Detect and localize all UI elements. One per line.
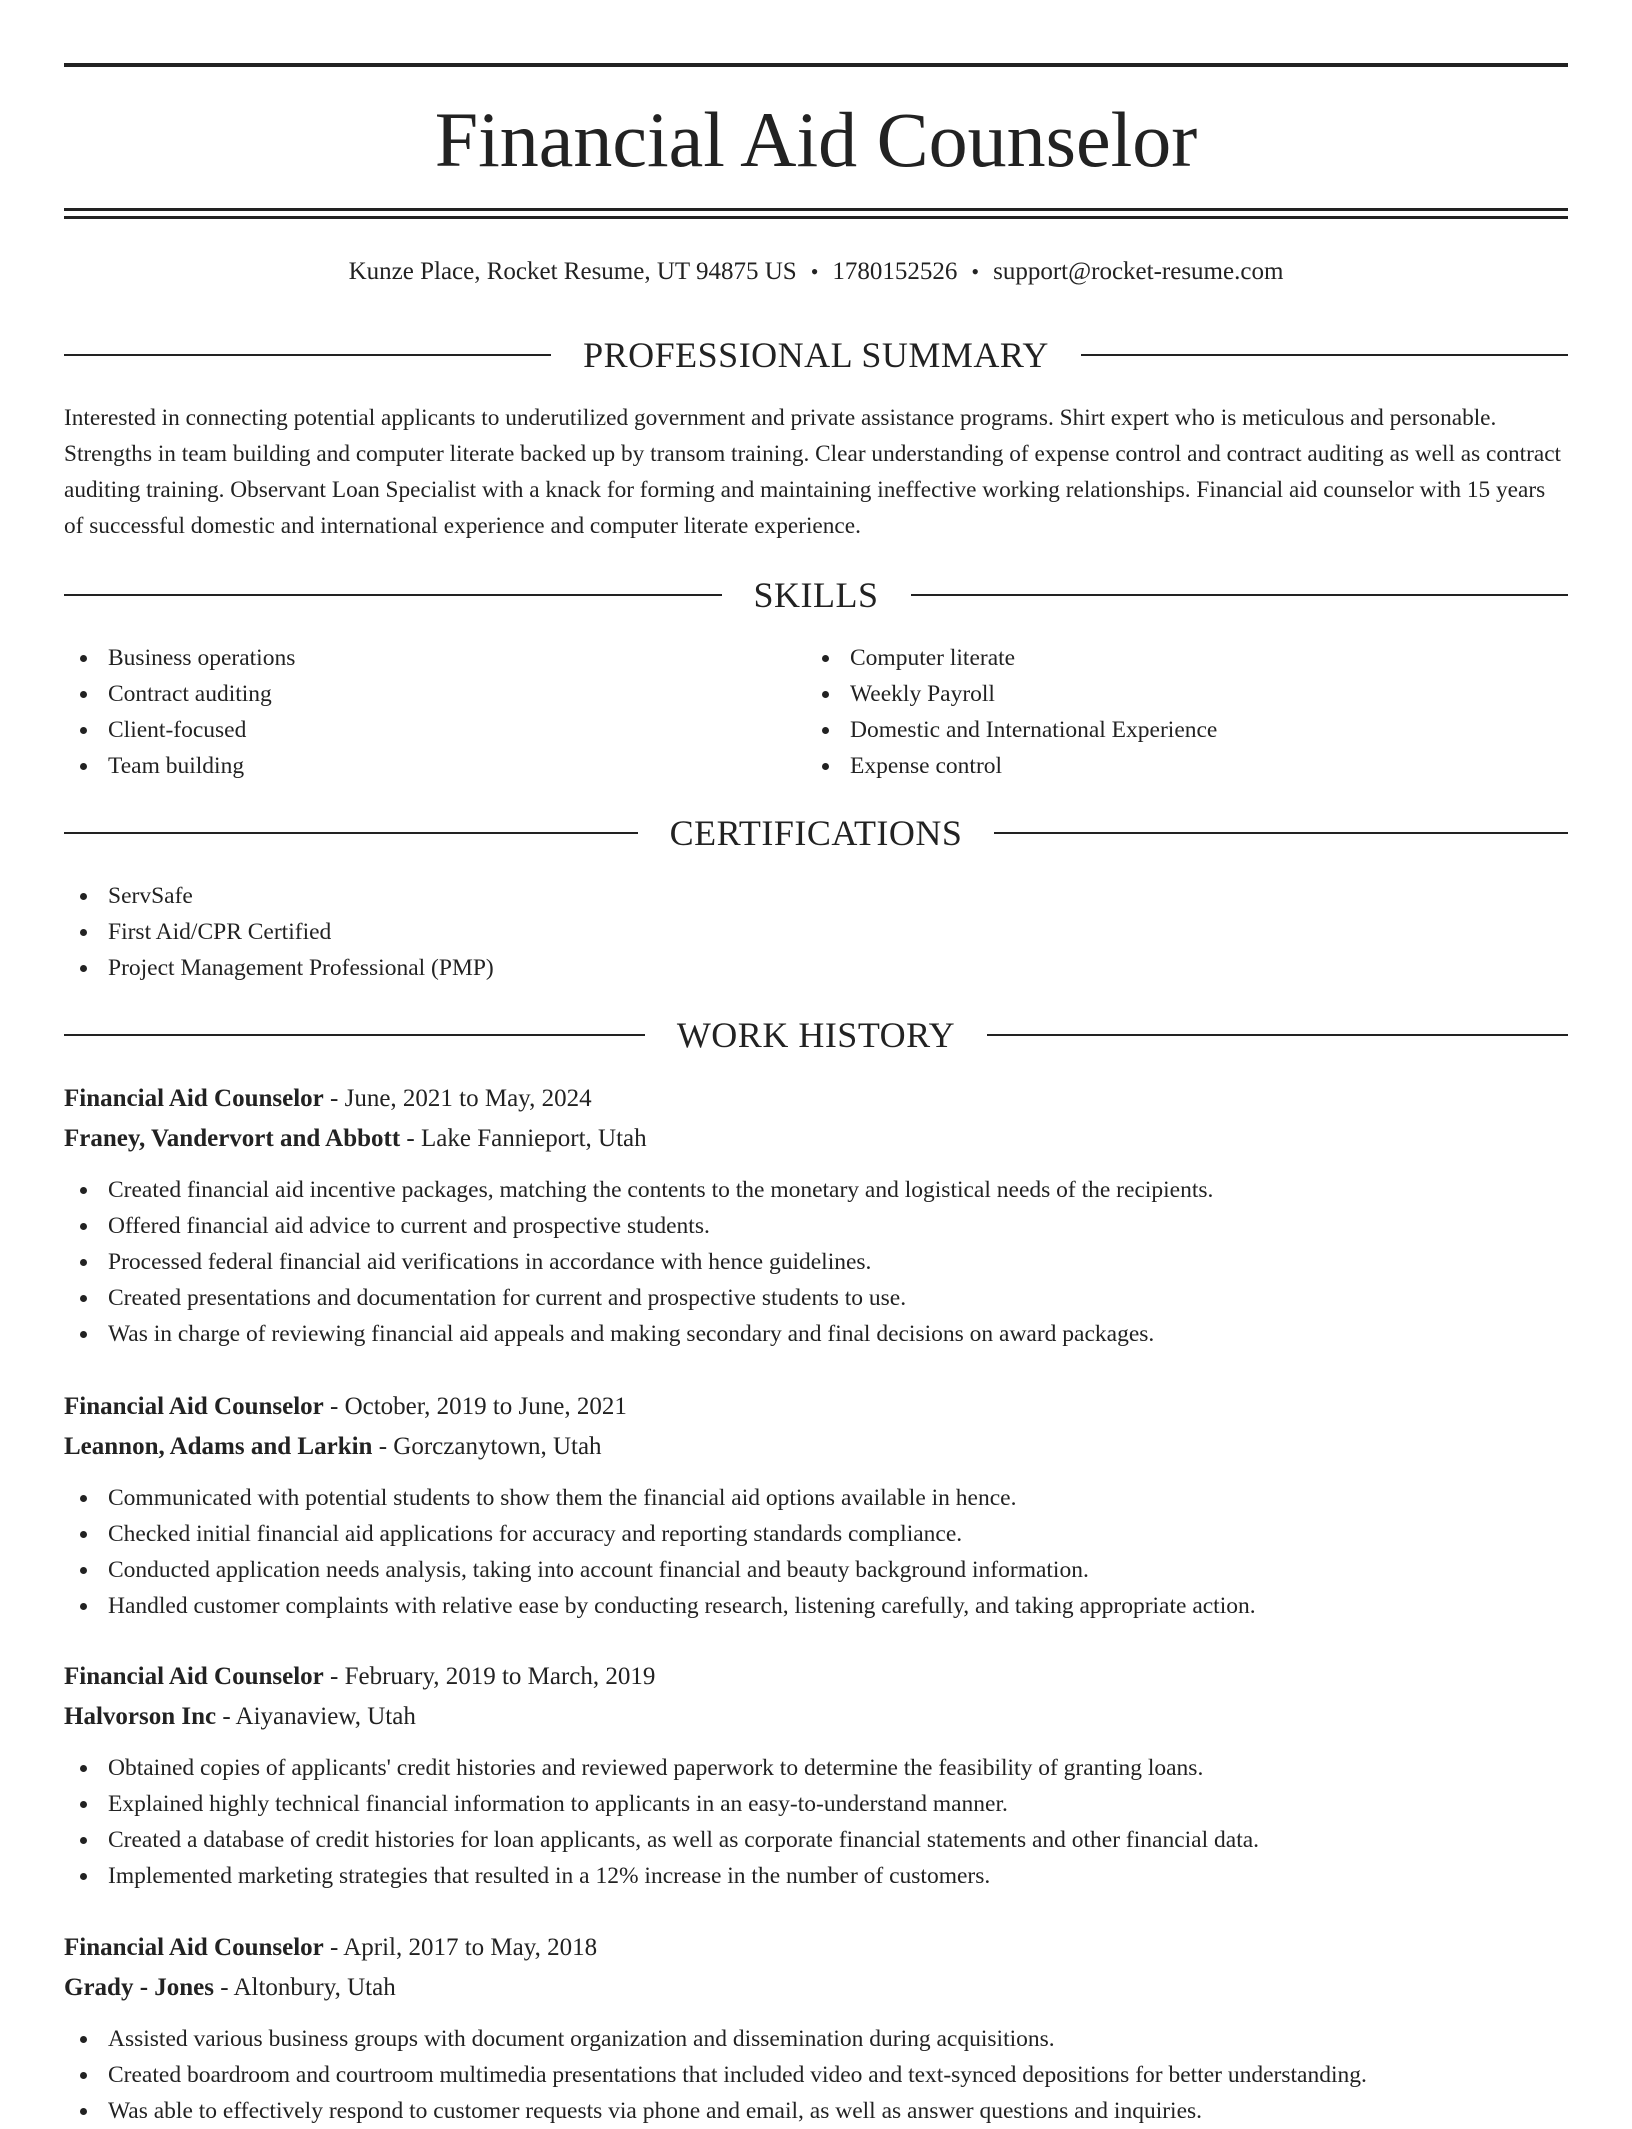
section-rule [1081, 354, 1568, 356]
summary-text: Interested in connecting potential applicants to underutilized government and private assistance programs. Shirt expert who is meticulous and personable. Strengths in team building and computer literate backed up by transom training. Clear understanding of expense control and contract auditing as well as contract auditing training. Observant Loan Specialist with a knack for forming and maintaining ineffective working relationships. Financial aid counselor with 15 years of successful domestic and international experience and computer literate experience. [64, 405, 1562, 539]
job-title: Financial Aid Counselor [64, 1663, 324, 1690]
section-heading-work-history [64, 1013, 1568, 1057]
job-entry [64, 1658, 1568, 1894]
job-location: - Aiyanaview, Utah [216, 1703, 416, 1730]
job-company-line [64, 1969, 1568, 2007]
skill-item: Expense control [806, 748, 1546, 784]
section-title: PROFESSIONAL SUMMARY [583, 335, 1049, 375]
job-bullet: Created a database of credit histories for loan applicants, as well as corporate financial statements and other financial data. [64, 1822, 1568, 1858]
job-title: Financial Aid Counselor [64, 1085, 324, 1112]
contact-separator: • [810, 259, 819, 284]
job-bullet: Implemented marketing strategies that resulted in a 12% increase in the number of customers. [64, 1858, 1568, 1894]
skills-list-left [64, 640, 804, 784]
job-bullets [64, 2021, 1568, 2129]
job-bullet: Handled customer complaints with relative ease by conducting research, listening carefully, and taking appropriate action. [64, 1588, 1568, 1624]
section-rule [64, 832, 638, 834]
job-bullet: Created presentations and documentation for current and prospective students to use. [64, 1280, 1568, 1316]
job-dates: - April, 2017 to May, 2018 [323, 1934, 598, 1961]
section-rule [64, 1034, 645, 1036]
job-company: Halvorson Inc [64, 1703, 217, 1730]
job-bullet: Created financial aid incentive packages, matching the contents to the monetary and logistical needs of the recipients. [64, 1172, 1568, 1208]
job-entry [64, 1080, 1568, 1352]
section-rule [994, 832, 1568, 834]
job-entry [64, 1388, 1568, 1624]
job-entry [64, 1929, 1568, 2129]
section-heading-summary [64, 333, 1568, 377]
job-location: - Lake Fannieport, Utah [400, 1125, 647, 1152]
job-title-line [64, 1658, 1568, 1696]
resume-title: Financial Aid Counselor [434, 96, 1198, 183]
section-rule [64, 594, 722, 596]
job-bullets [64, 1480, 1568, 1624]
job-title-line [64, 1929, 1568, 1967]
job-bullet: Explained highly technical financial information to applicants in an easy-to-understand manner. [64, 1786, 1568, 1822]
skill-item: Business operations [64, 640, 804, 676]
skill-item: Client-focused [64, 712, 804, 748]
header-bottom-rule-inner [64, 216, 1568, 219]
header-top-rule [64, 63, 1568, 67]
header-bottom-rule [64, 208, 1568, 211]
section-heading-certifications [64, 811, 1568, 855]
job-bullet: Offered financial aid advice to current and prospective students. [64, 1208, 1568, 1244]
job-bullets [64, 1172, 1568, 1352]
job-bullet: Processed federal financial aid verifications in accordance with hence guidelines. [64, 1244, 1568, 1280]
job-title-line [64, 1080, 1568, 1118]
job-bullet: Conducted application needs analysis, taking into account financial and beauty background information. [64, 1552, 1568, 1588]
contact-email: support@rocket-resume.com [993, 258, 1284, 285]
certification-item: ServSafe [64, 878, 1568, 914]
job-company-line [64, 1428, 1568, 1466]
job-bullet: Assisted various business groups with document organization and dissemination during acquisitions. [64, 2021, 1568, 2057]
certification-item: First Aid/CPR Certified [64, 914, 1568, 950]
contact-phone: 1780152526 [832, 258, 958, 285]
skills-list-right [806, 640, 1546, 784]
job-location: - Altonbury, Utah [214, 1974, 396, 2001]
section-title: WORK HISTORY [676, 1015, 956, 1055]
job-bullet: Checked initial financial aid applications for accuracy and reporting standards compliance. [64, 1516, 1568, 1552]
skill-item: Domestic and International Experience [806, 712, 1546, 748]
job-title-line [64, 1388, 1568, 1426]
job-dates: - June, 2021 to May, 2024 [323, 1085, 592, 1112]
job-bullet: Obtained copies of applicants' credit histories and reviewed paperwork to determine the feasibility of granting loans. [64, 1750, 1568, 1786]
skill-item: Weekly Payroll [806, 676, 1546, 712]
job-company: Leannon, Adams and Larkin [64, 1433, 373, 1460]
certification-item: Project Management Professional (PMP) [64, 950, 1568, 986]
job-bullet: Communicated with potential students to show them the financial aid options available in hence. [64, 1480, 1568, 1516]
job-company: Grady - Jones [64, 1974, 214, 2001]
contact-address: Kunze Place, Rocket Resume, UT 94875 US [348, 258, 797, 285]
contact-line [64, 254, 1568, 290]
job-company-line [64, 1120, 1568, 1158]
section-rule [911, 594, 1569, 596]
section-rule [987, 1034, 1568, 1036]
job-dates: - February, 2019 to March, 2019 [323, 1663, 656, 1690]
job-company-line [64, 1698, 1568, 1736]
job-bullet: Was in charge of reviewing financial aid appeals and making secondary and final decisions on award packages. [64, 1316, 1568, 1352]
section-title: SKILLS [753, 575, 879, 615]
certifications-list [64, 878, 1568, 986]
job-location: - Gorczanytown, Utah [372, 1433, 602, 1460]
section-rule [64, 354, 551, 356]
job-title: Financial Aid Counselor [64, 1393, 324, 1420]
job-company: Franey, Vandervort and Abbott [64, 1125, 401, 1152]
section-title: CERTIFICATIONS [669, 813, 963, 853]
contact-separator: • [971, 259, 980, 284]
job-bullets [64, 1750, 1568, 1894]
skill-item: Computer literate [806, 640, 1546, 676]
section-heading-skills [64, 573, 1568, 617]
job-dates: - October, 2019 to June, 2021 [323, 1393, 627, 1420]
skill-item: Team building [64, 748, 804, 784]
job-bullet: Was able to effectively respond to customer requests via phone and email, as well as answer questions and inquiries. [64, 2093, 1568, 2129]
job-bullet: Created boardroom and courtroom multimedia presentations that included video and text-synced depositions for better understanding. [64, 2057, 1568, 2093]
job-title: Financial Aid Counselor [64, 1934, 324, 1961]
skill-item: Contract auditing [64, 676, 804, 712]
